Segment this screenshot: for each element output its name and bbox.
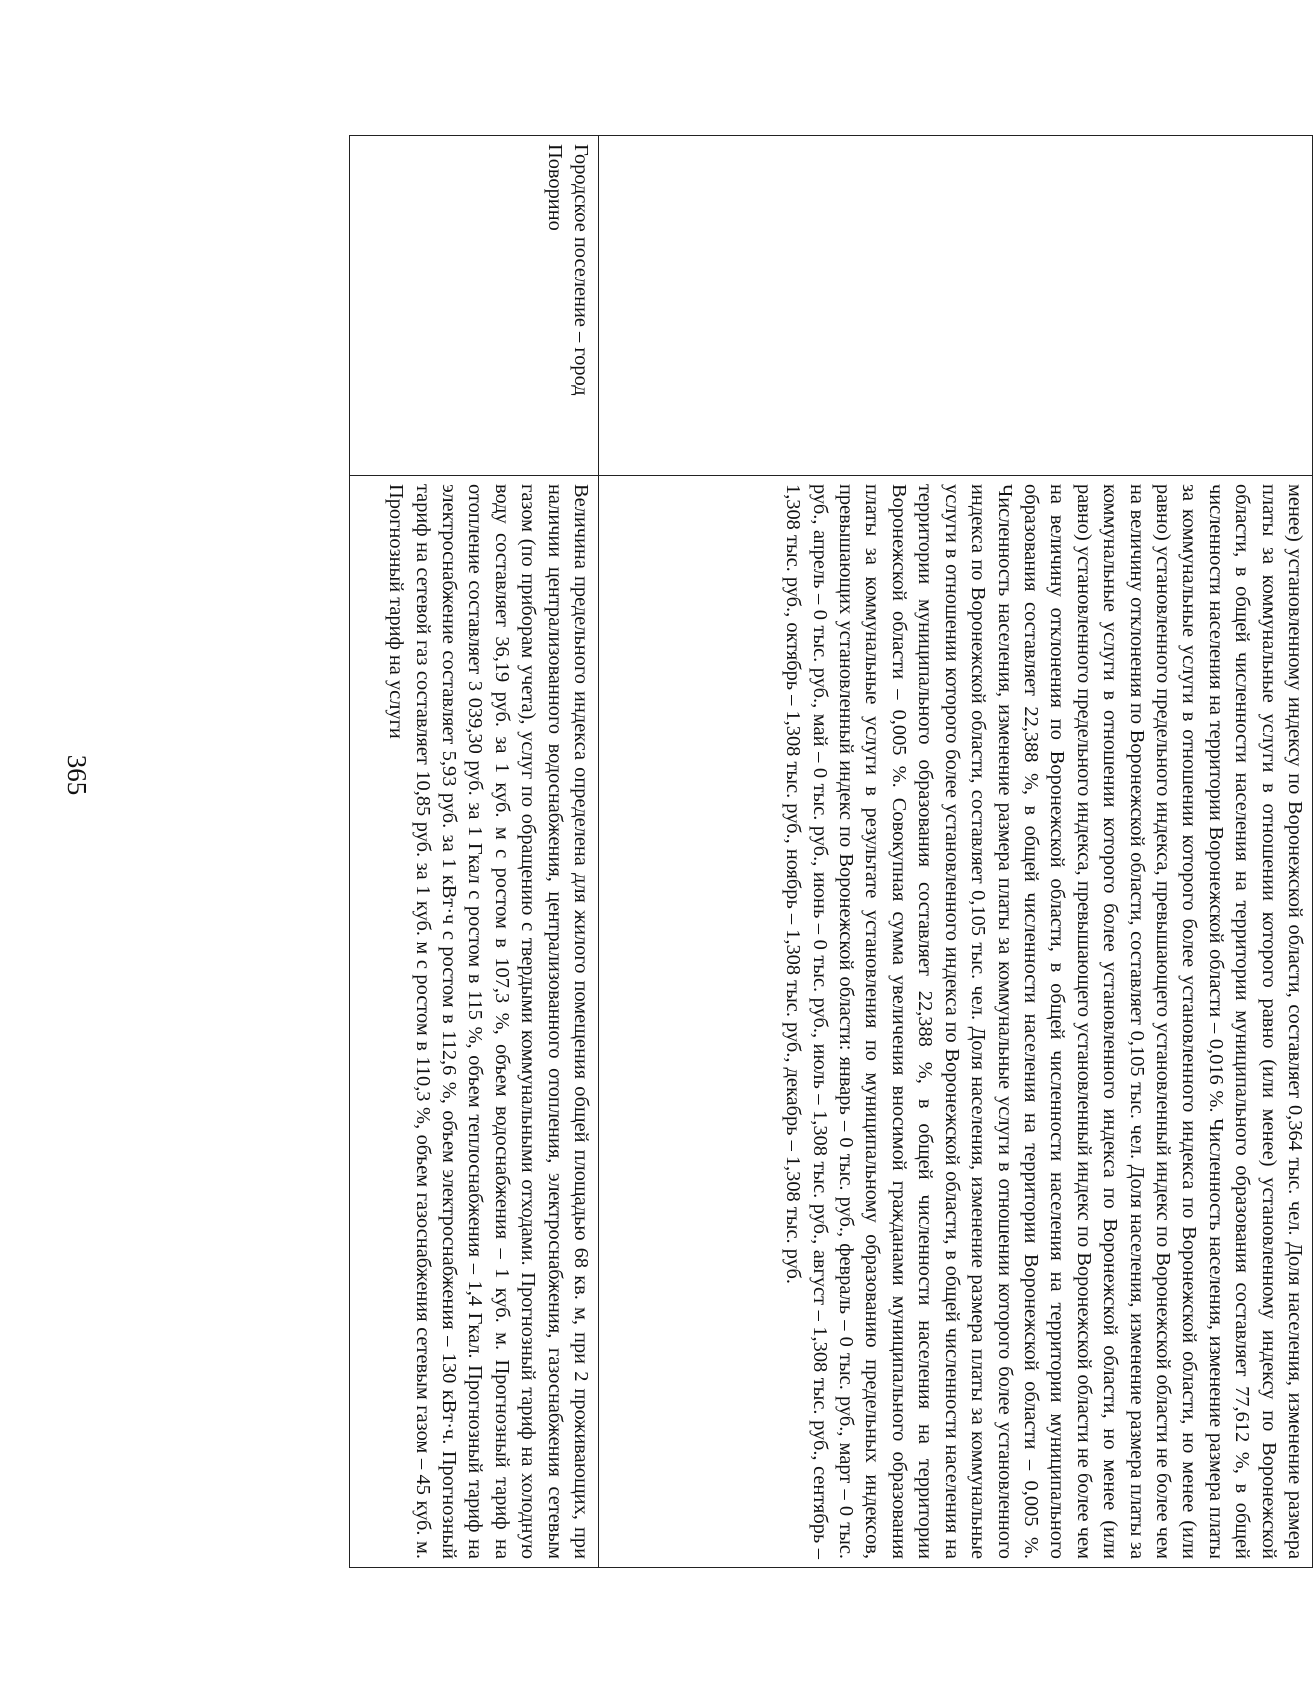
description-text: Величина предельного индекса определена для жилого помещения общей площадью 68 кв. м, при 2 проживающих, при наличии централизованного водоснабжения, централизованного отопления, электроснабжения, газоснабжения сетевым газом (по приборам учета), услуг по обращению с твердыми коммунальными отходами. Прогнозный тариф на холодную воду составляет 36,19 руб. за 1 куб. м с ростом в 107,3 %, объем водоснабжения – 1 куб. м. Прогнозный тариф на отопление составляет 3 039,30 руб. за 1 Гкал с ростом в 115 %, объем теплоснабжения – 1,4 Гкал. Прогнозный тариф на электроснабжение составляет 5,93 руб. за 1 кВт·ч с ростом в 112,6 %, объем электроснабжения – 130 кВт·ч. Прогнозный тариф на сетевой газ составляет 10,85 руб. за 1 куб. м с ростом в 110,3 %, объем газоснабжения сетевым газом – 45 куб. м. Прогнозный тариф на услуги xyxy=(385,484,592,1559)
table-row xyxy=(599,136,1313,1568)
description-text: менее) установленному индексу по Воронежской области, составляет 0,364 тыс. чел. Доля населения, изменение размера платы за коммунальные услуги в отношении которого равно (или менее) установленному индексу по Воронежской области, в общей численности населения на территории муниципального образования составляет 77,612 %, в общей численности населения на территории Воронежской области – 0,016 %. Численность населения, изменение размера платы за коммунальные услуги в отношении которого более установленного индекса по Воронежской области, но менее (или равно) установленного предельного индекса, превышающего установленный индекс по Воронежской области не более чем на величину отклонения по Воронежской области, составляет 0,105 тыс. чел. Доля населения, изменение размера платы за коммунальные услуги в отношении которого более установленного индекса по Воронежской области, но менее (или равно) установленного предельного индекса, превышающего установленный индекс по Воронежской области не более чем на величину отклонения по Воронежской области, в общей численности населения на территории муниципального образования составляет 22,388 %, в общей численности населения на территории Воронежской области – 0,005 %. Численность населения, изменение размера платы за коммунальные услуги в отношении которого более установленного индекса по Воронежской области, составляет 0,105 тыс. чел. Доля населения, изменение размера платы за коммунальные услуги в отношении которого более установленного индекса по Воронежской области, в общей численности населения на территории муниципального образования составляет 22,388 %, в общей численности населения на территории Воронежской области – 0,005 %. Совокупная сумма увеличения вносимой гражданами муниципального образования платы за коммунальные услуги в результате установления по муниципальному образованию предельных индексов, превышающих установленный индекс по Воронежской области: январь – 0 тыс. руб., февраль – 0 тыс. руб., март – 0 тыс. руб., апрель – 0 тыс. руб., май – 0 тыс. руб., июнь – 0 тыс. руб., июль – 1,308 тыс. руб., август – 1,308 тыс. руб., сентябрь – 1,308 тыс. руб., октябрь – 1,308 тыс. руб., ноябрь – 1,308 тыс. руб., декабрь – 1,308 тыс. руб. xyxy=(782,484,1306,1559)
table-row xyxy=(350,136,599,1568)
indices-table xyxy=(349,135,1313,1568)
description-cell xyxy=(599,476,1313,1568)
municipality-name-cell xyxy=(350,136,599,476)
description-cell xyxy=(350,476,599,1568)
municipality-name: Городское поселение – город Поворино xyxy=(543,144,592,396)
page-number: 365 xyxy=(62,754,92,796)
municipality-name-cell xyxy=(599,136,1313,476)
rotated-page-content xyxy=(350,135,1313,1568)
